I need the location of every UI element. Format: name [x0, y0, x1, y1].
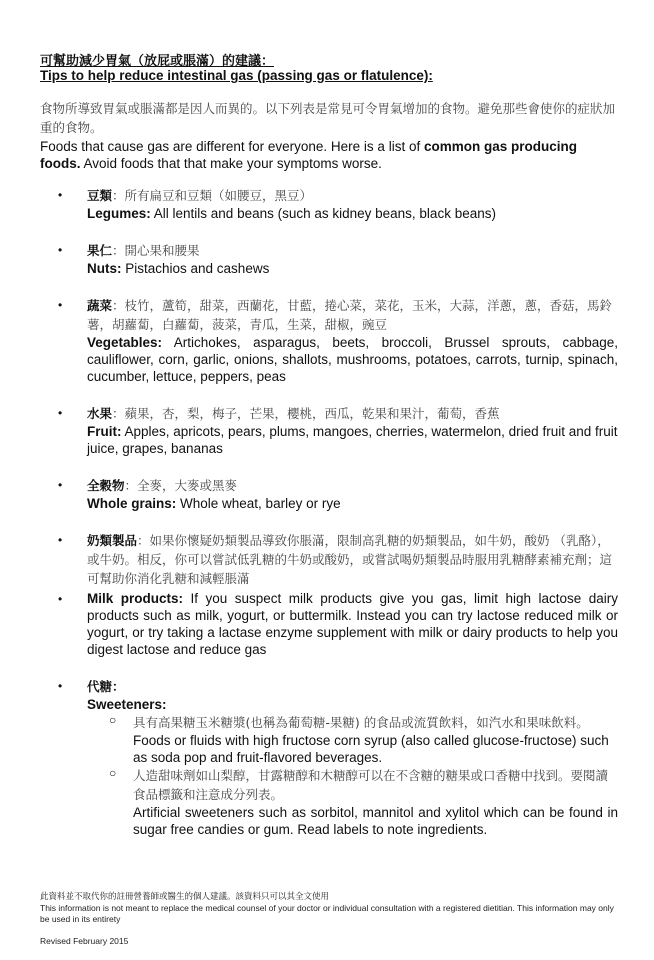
bullet-icon: •: [58, 679, 63, 693]
bullet-icon: •: [58, 298, 63, 312]
sub-item-chinese: 具有高果糖玉米糖漿(也稱為葡萄糖-果糖) 的食品或流質飲料，如汽水和果味飲料。: [133, 715, 589, 730]
item-label-chinese: 水果: [87, 406, 113, 421]
list-item-milk-english: [58, 590, 618, 658]
bullet-icon: •: [58, 478, 63, 492]
revision-date: Revised February 2015: [40, 936, 129, 946]
intro-bold-text: common gas producing foods.: [40, 139, 577, 171]
item-text-english: Apples, apricots, pears, plums, mangoes, cherries, watermelon, dried fruit and fruit juice, grapes, bananas: [87, 424, 618, 456]
list-item-nuts: [58, 241, 618, 277]
item-chinese: [87, 241, 618, 260]
food-list: [58, 186, 618, 838]
item-english: [87, 590, 618, 658]
item-label-english: Legumes:: [87, 206, 151, 221]
item-chinese: [87, 296, 618, 334]
bullet-icon: •: [58, 406, 63, 420]
item-label-english: Sweeteners:: [87, 697, 167, 712]
circle-bullet-icon: ○: [109, 766, 117, 780]
bullet-icon: •: [58, 592, 63, 606]
item-chinese: [87, 404, 618, 423]
item-text-chinese: ：所有扁豆和豆類（如腰豆，黑豆）: [112, 188, 313, 203]
circle-bullet-icon: ○: [109, 713, 117, 727]
item-label-chinese: 豆類: [87, 188, 113, 203]
item-text-english: If you suspect milk products give you gas, limit high lactose dairy products such as milk, yogurt, or buttermilk. Instead you can try lactose reduced milk or yogurt, or try taking a lactase enzyme supplement with milk or dairy products to help you digest lactose and reduce gas: [87, 591, 618, 657]
item-text-chinese: ：如果你懷疑奶類製品導致你脹滿，限制高乳糖的奶類製品，如牛奶，酸奶 （乳酪），或牛奶。相反，你可以嘗試低乳糖的牛奶或酸奶，或嘗試喝奶類製品時服用乳糖酵素補充劑；這可幫助你消化乳糖和減輕脹滿: [87, 533, 613, 586]
intro-text-2: Avoid foods that that make your symptoms worse.: [80, 156, 382, 171]
item-label-chinese: 代糖：: [87, 679, 125, 694]
sub-item-english: Artificial sweeteners such as sorbitol, mannitol and xylitol which can be found in sugar free candies or gum. Read labels to note ingredients.: [133, 805, 618, 837]
item-label-chinese: 奶類製品: [87, 533, 138, 548]
item-text-english: All lentils and beans (such as kidney beans, black beans): [150, 206, 496, 221]
bullet-icon: •: [58, 188, 63, 202]
sub-item-english: Foods or fluids with high fructose corn syrup (also called glucose-fructose) such as soda pop and fruit-flavored beverages.: [133, 733, 609, 765]
intro-text-1: Foods that cause gas are different for everyone. Here is a list of: [40, 139, 424, 154]
list-item-milk-chinese: [58, 531, 618, 588]
item-label-chinese: 果仁: [87, 243, 113, 258]
item-text-english: Pistachios and cashews: [121, 261, 270, 276]
list-item-vegetables: [58, 296, 618, 385]
intro-chinese: 食物所導致胃氣或脹滿都是因人而異的。以下列表是常見可令胃氣增加的食物。避免那些會使你的症狀加重的食物。: [40, 101, 616, 135]
sub-item-chinese: 人造甜味劑如山梨醇，甘露糖醇和木糖醇可以在不含糖的糖果或口香糖中找到。要閱讀食品標籤和注意成分列表。: [133, 768, 609, 802]
bullet-icon: •: [58, 243, 63, 257]
item-text-chinese: ：開心果和腰果: [112, 243, 200, 258]
item-text-chinese: ：枝竹，蘆筍，甜菜，西蘭花，甘藍，捲心菜，菜花，玉米，大蒜，洋蔥，蔥，香菇，馬鈴薯，胡蘿蔔，白蘿蔔，菠菜，青瓜，生菜，甜椒，豌豆: [87, 298, 613, 332]
disclaimer-chinese: 此資料並不取代你的註冊營養師或醫生的個人建議。該資料只可以其全文使用: [40, 892, 330, 902]
item-english: [87, 423, 618, 457]
item-chinese: [87, 186, 618, 205]
list-item-legumes: [58, 186, 618, 222]
sub-item-artificial-sweeteners: [87, 766, 618, 838]
sub-item-corn-syrup: [87, 713, 618, 766]
list-item-whole-grains: [58, 476, 618, 512]
intro-english: [40, 138, 618, 172]
item-text-chinese: ：蘋果，杏，梨，梅子，芒果，櫻桃，西瓜，乾果和果汁，葡萄，香蕉: [112, 406, 500, 421]
item-english: [87, 495, 618, 512]
item-label-english: Whole grains:: [87, 496, 177, 511]
item-label-english: Milk products:: [87, 591, 183, 606]
item-chinese: [87, 531, 618, 588]
item-label-chinese: 蔬菜: [87, 298, 113, 313]
item-label-chinese: 全穀物: [87, 478, 125, 493]
list-item-fruit: [58, 404, 618, 457]
item-english: [87, 205, 618, 222]
item-english: [87, 260, 618, 277]
item-text-english: Whole wheat, barley or rye: [176, 496, 341, 511]
item-english: [87, 334, 618, 385]
item-label-english: Vegetables:: [87, 335, 163, 350]
item-text-chinese: ：全麥，大麥或黑麥: [124, 478, 238, 493]
list-item-sweeteners: [58, 677, 618, 838]
item-chinese: [87, 476, 618, 495]
item-label-english: Fruit:: [87, 424, 122, 439]
page-title-chinese: 可幫助減少胃氣（放屁或脹滿）的建議：: [40, 54, 275, 69]
page-title-english: Tips to help reduce intestinal gas (passing gas or flatulence):: [40, 68, 433, 83]
bullet-icon: •: [58, 533, 63, 547]
item-label-english: Nuts:: [87, 261, 122, 276]
item-text-english: Artichokes, asparagus, beets, broccoli, Brussel sprouts, cabbage, cauliflower, corn, garlic, onions, shallots, mushrooms, potatoes, carrots, turnip, spinach, cucumber, lettuce, peppers, peas: [87, 335, 618, 384]
disclaimer-english: This information is not meant to replace the medical counsel of your doctor or individual consultation with a registered dietitian. This information may only be used in its entirety: [40, 903, 614, 924]
